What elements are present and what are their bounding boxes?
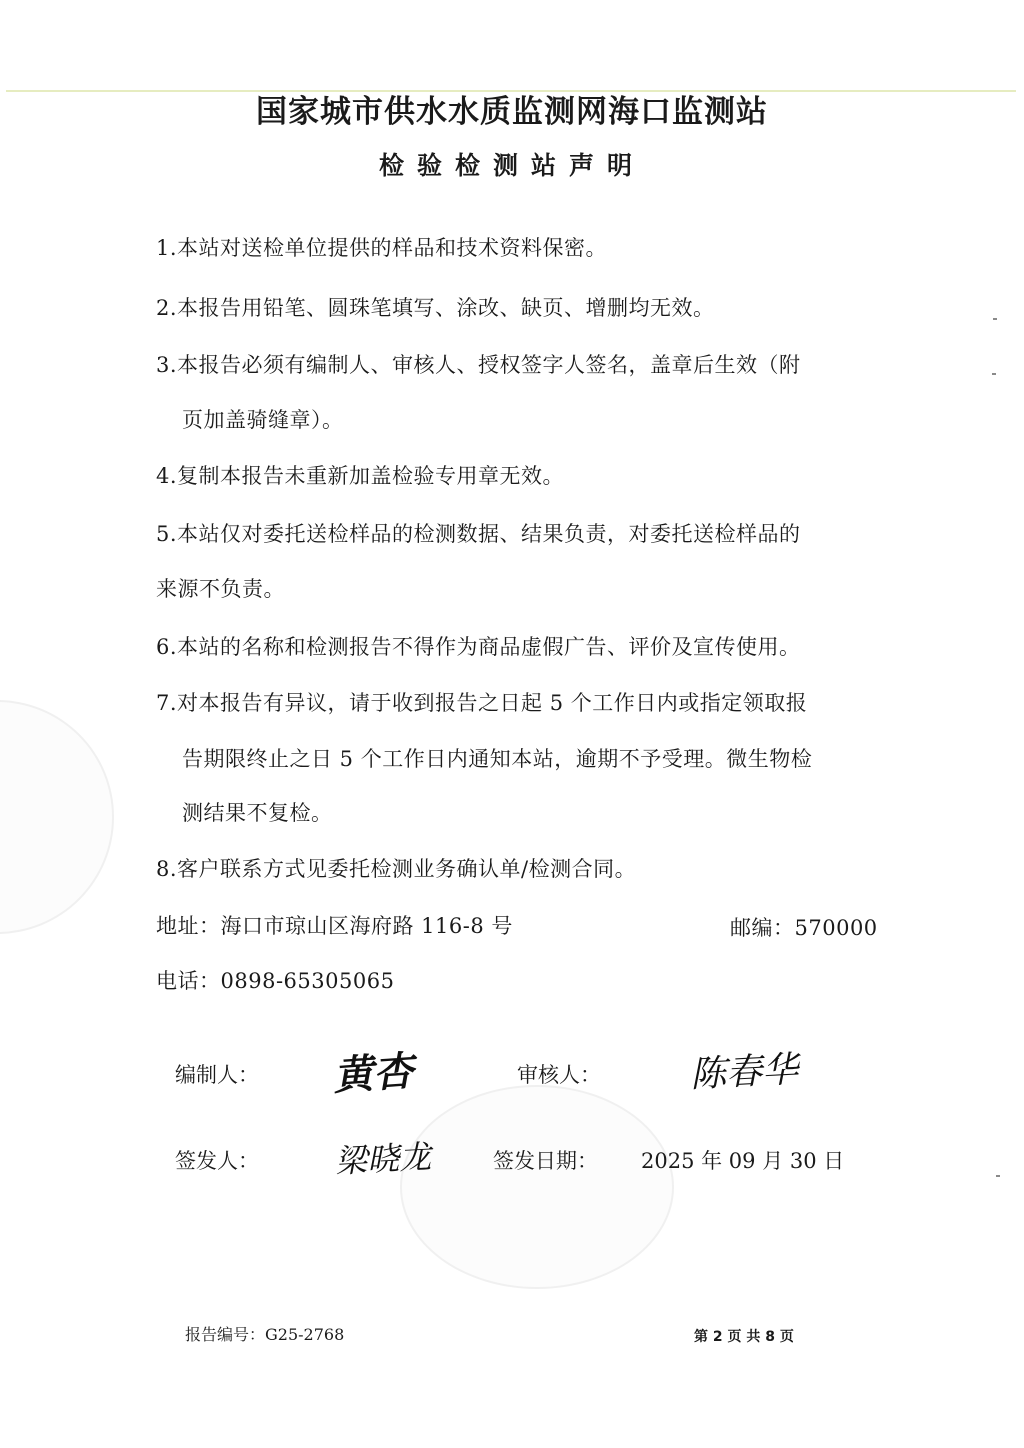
- scan-speck: [992, 373, 996, 375]
- issue-date-label: 签发日期：: [493, 1149, 598, 1173]
- faint-seal-impression: [400, 1085, 674, 1289]
- issued-by-signature: 梁晓龙: [334, 1137, 433, 1181]
- prepared-by-signature: 黄杏: [331, 1047, 415, 1100]
- statement-line: 2.本报告用铅笔、圆珠笔填写、涂改、缺页、增删均无效。: [156, 296, 715, 320]
- page-info: 第 2 页 共 8 页: [694, 1329, 794, 1345]
- page-subtitle: 检验检测站声明: [378, 151, 645, 180]
- reviewed-by-signature: 陈春华: [689, 1049, 800, 1096]
- statement-line: 8.客户联系方式见委托检测业务确认单/检测合同。: [156, 857, 637, 881]
- page-title: 国家城市供水水质监测网海口监测站: [256, 94, 768, 130]
- report-number: 报告编号：G25-2768: [185, 1325, 345, 1344]
- issue-date: 2025 年 09 月 30 日: [641, 1149, 845, 1173]
- statement-line: 4.复制本报告未重新加盖检验专用章无效。: [156, 464, 565, 488]
- statement-line: 6.本站的名称和检测报告不得作为商品虚假广告、评价及宣传使用。: [156, 635, 801, 659]
- issued-by-label: 签发人：: [175, 1149, 259, 1173]
- scan-speck: [996, 1175, 1000, 1177]
- statement-line: 1.本站对送检单位提供的样品和技术资料保密。: [156, 236, 608, 260]
- postcode: 邮编：570000: [730, 916, 878, 940]
- statement-line: 来源不负责。: [156, 577, 285, 601]
- statement-line: 7.对本报告有异议，请于收到报告之日起 5 个工作日内或指定领取报: [156, 691, 808, 715]
- statement-line: 测结果不复检。: [182, 801, 333, 825]
- statement-line: 5.本站仅对委托送检样品的检测数据、结果负责，对委托送检样品的: [156, 522, 801, 546]
- statement-line: 告期限终止之日 5 个工作日内通知本站，逾期不予受理。微生物检: [182, 747, 813, 771]
- address: 地址：海口市琼山区海府路 116-8 号: [156, 914, 513, 938]
- statement-line: 页加盖骑缝章）。: [182, 408, 344, 432]
- faint-seal-impression: [0, 700, 114, 934]
- reviewed-by-label: 审核人：: [517, 1063, 601, 1087]
- prepared-by-label: 编制人：: [175, 1063, 259, 1087]
- phone: 电话：0898-65305065: [156, 969, 395, 993]
- statement-line: 3.本报告必须有编制人、审核人、授权签字人签名，盖章后生效（附: [156, 353, 801, 377]
- scan-speck: [993, 318, 997, 320]
